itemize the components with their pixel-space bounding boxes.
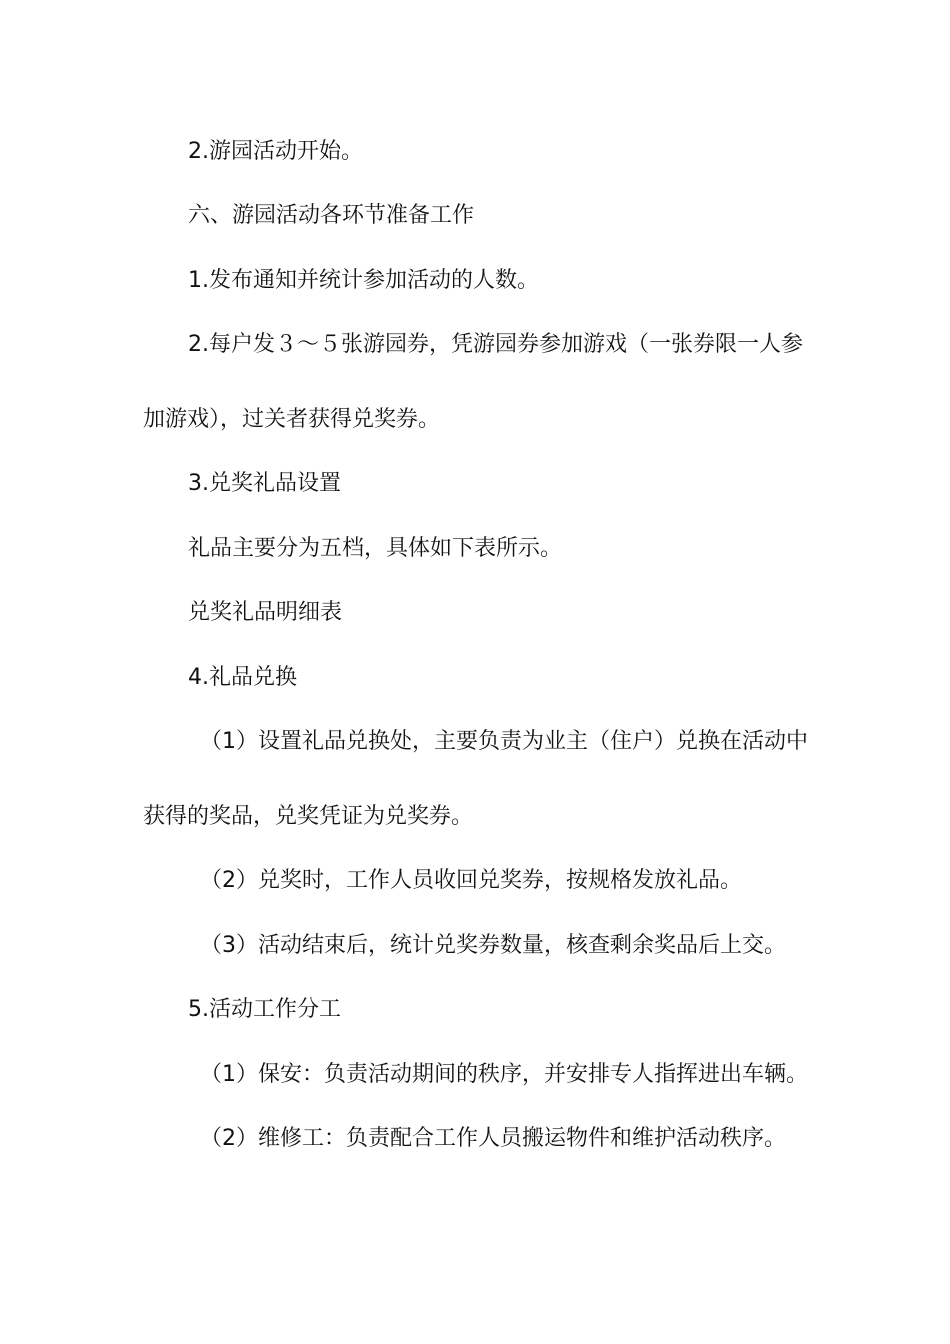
paragraph-exchange-1-line1: （1）设置礼品兑换处，主要负责为业主（住户）兑换在活动中 (200, 729, 808, 754)
paragraph-gift-levels: 礼品主要分为五档，具体如下表所示。 (188, 536, 563, 561)
paragraph-maintenance-duty: （2）维修工：负责配合工作人员搬运物件和维护活动秩序。 (200, 1126, 786, 1151)
paragraph-tickets-line2: 加游戏），过关者获得兑奖券。 (143, 407, 441, 432)
paragraph-gift-exchange: 4.礼品兑换 (188, 665, 297, 690)
table-caption: 兑奖礼品明细表 (188, 600, 343, 625)
paragraph-exchange-3: （3）活动结束后，统计兑奖券数量，核查剩余奖品后上交。 (200, 933, 786, 958)
paragraph-notice: 1.发布通知并统计参加活动的人数。 (188, 268, 539, 293)
paragraph-tickets-line1: 2.每户发３～５张游园券，凭游园券参加游戏（一张券限一人参 (188, 332, 803, 357)
section-heading-six: 六、游园活动各环节准备工作 (188, 203, 475, 228)
paragraph-gift-setup: 3.兑奖礼品设置 (188, 471, 341, 496)
paragraph-division-of-work: 5.活动工作分工 (188, 997, 341, 1022)
paragraph-exchange-1-line2: 获得的奖品，兑奖凭证为兑奖券。 (143, 804, 474, 829)
paragraph-security-duty: （1）保安：负责活动期间的秩序，并安排专人指挥进出车辆。 (200, 1062, 808, 1087)
paragraph-exchange-2: （2）兑奖时，工作人员收回兑奖券，按规格发放礼品。 (200, 868, 742, 893)
paragraph-step-2-start: 2.游园活动开始。 (188, 139, 363, 164)
